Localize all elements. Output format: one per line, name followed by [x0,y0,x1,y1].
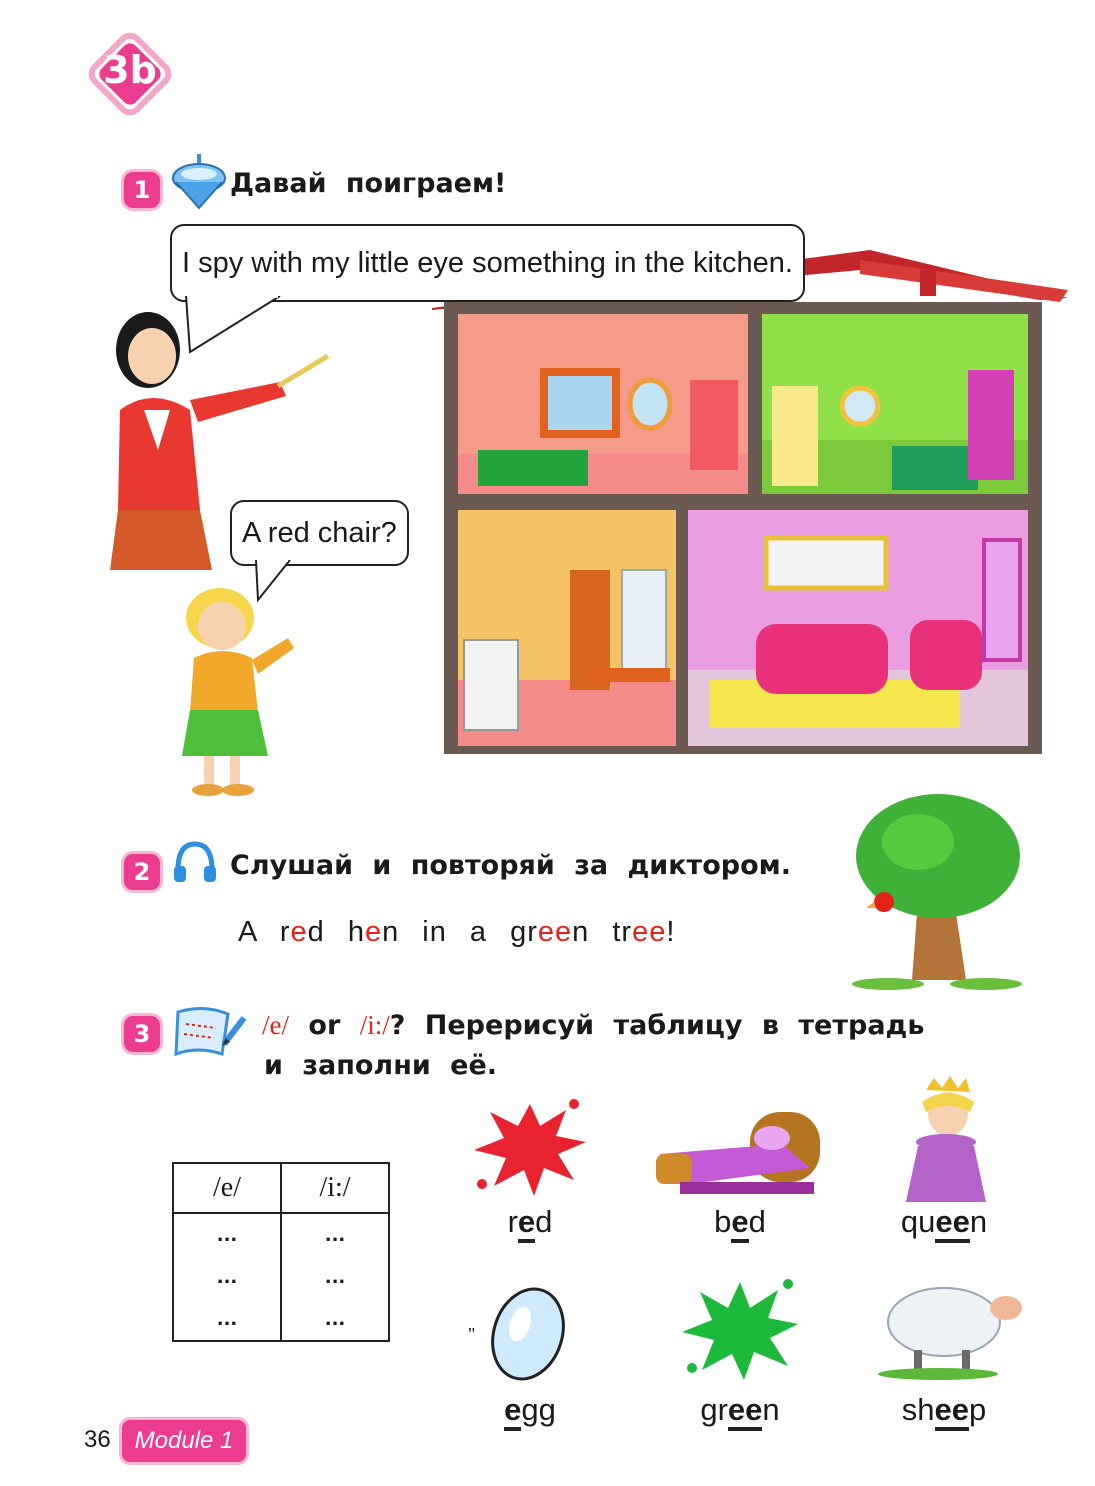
word-egg [450,1392,610,1428]
word-part: qu [900,1204,936,1239]
table-cell: ... [281,1256,389,1298]
word-part: d [535,1204,553,1239]
girl-illustration [160,582,300,806]
sentence-highlight: ee [632,916,667,948]
teacher-speech-bubble: I spy with my little eye something in the kitchen. [170,224,805,302]
table-cell: ... [281,1213,389,1256]
exercise-number-1: 1 [124,172,160,208]
table-row [173,1256,389,1298]
sheep-picture [878,1272,1028,1386]
exercise-2-title: Слушай и повторяй за диктором. [230,850,791,881]
word-highlight: ee [728,1392,762,1431]
sentence-part: A [238,916,280,948]
exercise-3-title-line-1 [262,1010,924,1041]
tree-illustration [848,790,1028,994]
girl-bubble-tail [250,560,300,604]
lesson-badge [78,22,182,126]
sentence-part: h [347,916,365,948]
sentence-part: ! [666,916,676,948]
table-row [173,1213,389,1256]
svg-text:": " [468,1324,476,1344]
word-part: gr [700,1392,728,1427]
word-sheep [864,1392,1024,1428]
notebook-pencil-icon [174,1004,248,1064]
table-cell: ... [173,1213,281,1256]
sentence-highlight: e [364,916,383,948]
module-tab: Module 1 [122,1420,246,1462]
headphones-icon [172,840,218,888]
word-part: d [748,1204,766,1239]
ipa-long-i: /i:/ [359,1010,390,1040]
exercise-3-title-line-2: и заполни её. [264,1050,498,1081]
word-part: sh [901,1392,935,1427]
word-red [450,1204,610,1240]
teacher-bubble-tail [176,296,286,356]
word-queen [864,1204,1024,1240]
word-highlight: e [504,1392,521,1431]
sentence-part: n [382,916,423,948]
table-cell: ... [173,1298,281,1341]
sentence-highlight: e [290,916,308,948]
tongue-twister-sentence [238,916,675,949]
spinning-top-icon [170,152,228,218]
sentence-highlight: ee [537,916,573,948]
sentence-part: gr [510,916,538,948]
ipa-short-e: /e/ [262,1010,289,1040]
girl-speech-bubble: A red chair? [230,500,409,566]
table-header-e: /e/ [173,1163,281,1213]
word-bed [660,1204,820,1240]
word-part: p [968,1392,987,1427]
queen-picture [896,1076,992,1210]
sentence-part: r [279,916,291,948]
lesson-number: 3b [103,48,157,92]
exercise-1-title: Давай поиграем! [230,168,507,199]
exercise-number-3: 3 [124,1016,160,1052]
word-highlight: ee [935,1392,969,1431]
bed-picture [650,1104,826,1204]
table-header-i: /i:/ [281,1163,389,1213]
word-part: n [969,1204,988,1239]
table-cell: ... [281,1298,389,1341]
word-part: gg [521,1392,556,1427]
house-illustration [420,240,1070,764]
exercise-3-instruction: ? Перерисуй таблицу в тетрадь [389,1010,925,1041]
sentence-part: in a [422,916,511,948]
or-word: or [308,1010,341,1041]
table-row [173,1298,389,1341]
word-green [660,1392,820,1428]
word-highlight: ee [935,1204,969,1243]
page-number: 36 [84,1426,111,1453]
sentence-part: tr [612,916,633,948]
green-splash-picture [678,1272,802,1388]
sound-table [172,1162,390,1342]
word-part: n [762,1392,780,1427]
sentence-part: n [572,916,613,948]
sentence-part: d [307,916,348,948]
egg-picture [466,1280,576,1394]
word-part: r [507,1204,518,1239]
word-part: b [714,1204,732,1239]
exercise-number-2: 2 [124,854,160,890]
red-splash-picture [470,1090,590,1204]
word-highlight: e [731,1204,748,1243]
table-cell: ... [173,1256,281,1298]
word-highlight: e [518,1204,535,1243]
